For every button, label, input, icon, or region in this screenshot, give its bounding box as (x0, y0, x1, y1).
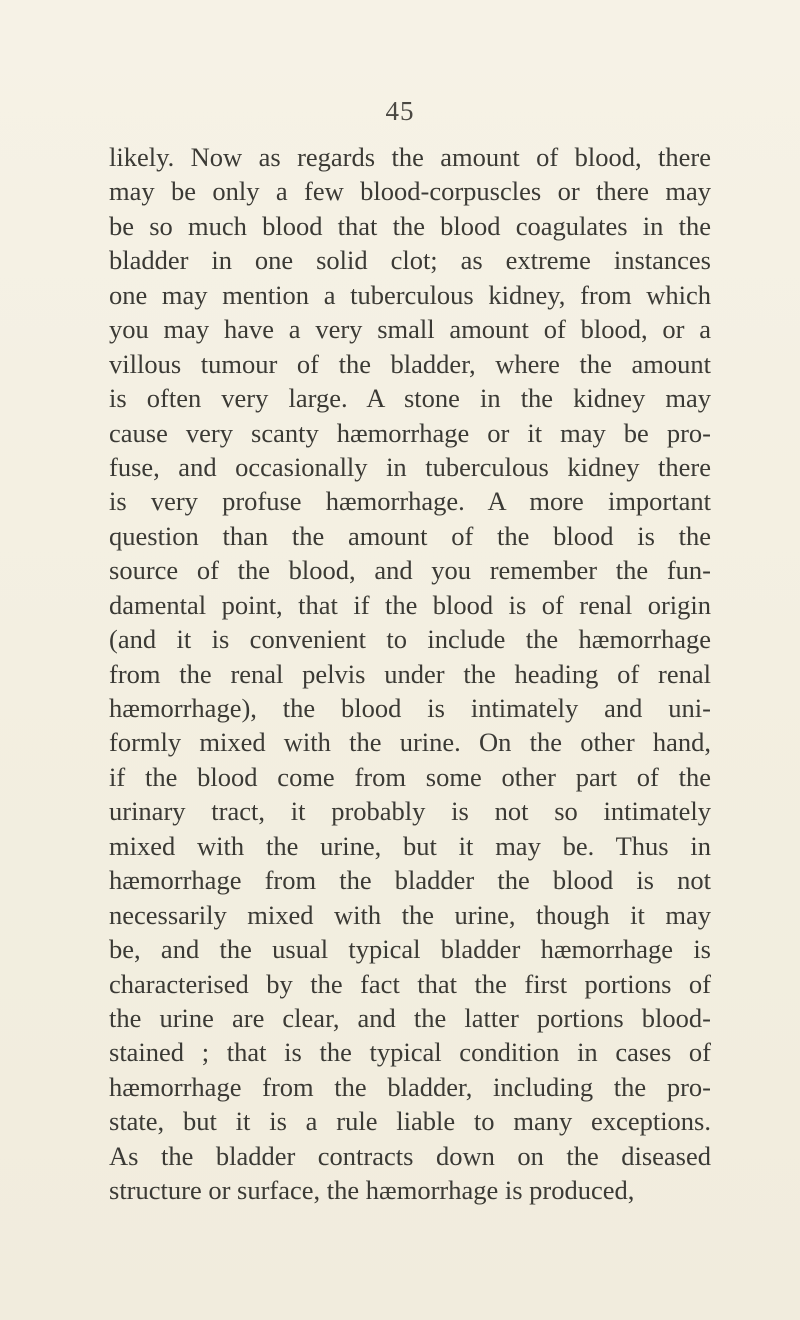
text-line: cause very scanty hæmorrhage or it may be pro- (109, 417, 711, 448)
text-line: urinary tract, it probably is not so intimately (109, 796, 711, 827)
text-line: the urine are clear, and the latter portions blood- (109, 1002, 711, 1033)
text-line: formly mixed with the urine. On the other hand, (109, 727, 711, 758)
text-line: one may mention a tuberculous kidney, from which (109, 279, 711, 310)
text-line: hæmorrhage from the bladder, including the pro- (109, 1071, 711, 1102)
text-line: may be only a few blood-corpuscles or there may (109, 176, 711, 207)
text-line: if the blood come from some other part of the (109, 761, 711, 792)
text-line: state, but it is a rule liable to many exceptions. (109, 1106, 711, 1137)
text-line: question than the amount of the blood is the (109, 520, 711, 551)
page-number: 45 (385, 96, 415, 126)
text-line: is often very large. A stone in the kidney may (109, 383, 711, 414)
text-line: (and it is convenient to include the hæmorrhage (109, 624, 711, 655)
text-line: villous tumour of the bladder, where the amount (109, 348, 711, 379)
body-text (109, 140, 711, 1208)
text-line: source of the blood, and you remember the fun- (109, 555, 711, 586)
text-line: mixed with the urine, but it may be. Thus in (109, 830, 711, 861)
text-line: damental point, that if the blood is of renal origin (109, 589, 711, 620)
text-line: hæmorrhage from the bladder the blood is not (109, 865, 711, 896)
text-line: likely. Now as regards the amount of blood, there (109, 142, 711, 172)
text-line: structure or surface, the hæmorrhage is produced, (109, 1175, 635, 1206)
text-line: is very profuse hæmorrhage. A more important (109, 486, 711, 517)
text-line: necessarily mixed with the urine, though it may (109, 899, 711, 930)
text-line: characterised by the fact that the first portions of (109, 968, 711, 999)
text-line: from the renal pelvis under the heading of renal (109, 658, 711, 689)
text-line: fuse, and occasionally in tuberculous kidney there (109, 451, 711, 482)
text-line: bladder in one solid clot; as extreme instances (109, 245, 711, 276)
text-line: be so much blood that the blood coagulates in the (109, 210, 711, 241)
text-line: As the bladder contracts down on the diseased (109, 1140, 711, 1171)
text-line: be, and the usual typical bladder hæmorrhage is (109, 934, 711, 965)
text-line: stained ; that is the typical condition in cases of (109, 1037, 711, 1068)
text-line: hæmorrhage), the blood is intimately and uni- (109, 693, 711, 723)
text-line: you may have a very small amount of blood, or a (109, 314, 711, 345)
